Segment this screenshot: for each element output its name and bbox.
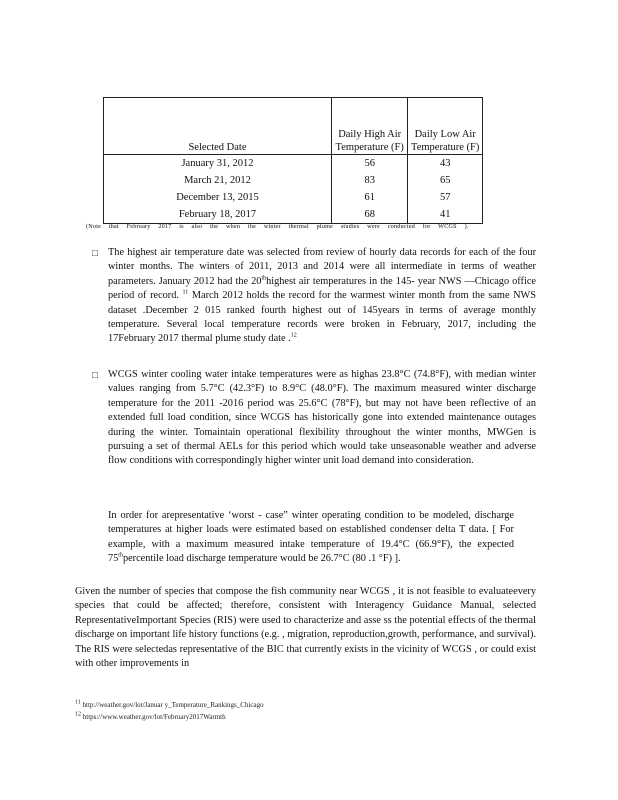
cell-date: January 31, 2012 bbox=[104, 155, 332, 173]
cell-low: 41 bbox=[408, 206, 483, 224]
cell-high: 68 bbox=[331, 206, 407, 224]
col-header-low: Daily Low Air Temperature (F) bbox=[408, 98, 483, 155]
cell-low: 43 bbox=[408, 155, 483, 173]
bullet-icon: □ bbox=[92, 248, 99, 259]
col-header-date: Selected Date bbox=[104, 98, 332, 155]
cell-low: 65 bbox=[408, 172, 483, 189]
table-row bbox=[104, 206, 483, 224]
cell-high: 61 bbox=[331, 189, 407, 206]
table-header-row bbox=[104, 98, 483, 155]
bullet-paragraph-intake-temperatures: WCGS winter cooling water intake temperatures were as highas 23.8°C (74.8°F), with median winter values ranging from 5.7°C (42.3°F) to 8.9°C (48.0°F). The maximum measured winter discharge temperature for the 2011 -2016 period was 25.6°C (78°F), but may not have been reflective of an extended full load condition, since WCGS has historically gone into extended maintenance outages during the winter. Tomaintain operational flexibility throughout the winter months, MWGen is pursuing a set of thermal AELs for this period which would take unseasonable weather and adverse flow conditions with correspondingly higher winter unit load demand into consideration. bbox=[108, 369, 536, 467]
footnote-12: $^{12}$ https://www.weather.gov/lot/February2017Warmth bbox=[75, 711, 226, 721]
table-row bbox=[104, 172, 483, 189]
cell-date: February 18, 2017 bbox=[104, 206, 332, 224]
footnote-11: $^{11}$ http://weather.gov/lot/Januar y_Temperature_Rankings_Chicago bbox=[75, 699, 264, 709]
cell-low: 57 bbox=[408, 189, 483, 206]
footnote-link[interactable]: https://www.weather.gov/lot/February2017Warmth bbox=[82, 713, 226, 721]
bullet-icon: □ bbox=[92, 370, 99, 381]
col-header-high: Daily High Air Temperature (F) bbox=[331, 98, 407, 155]
cell-high: 83 bbox=[331, 172, 407, 189]
table-row bbox=[104, 155, 483, 173]
indented-paragraph-worst-case: In order for arepresentative ‘worst - case” winter operating condition to be modeled, discharge temperatures at higher loads were estimated based on established condenser delta T data. [ For example, with a maximum measured intake temperature of 19.4°C (66.9°F), the expected 75thpercentile load discharge temperature would be 26.7°C (80 .1 °F) ]. bbox=[108, 510, 514, 565]
temperature-table bbox=[103, 97, 483, 224]
bullet-paragraph-air-temperature: The highest air temperature date was selected from review of hourly data records for each of the four winter months. The winters of 2011, 2013 and 2014 were all intermediate in terms of weather parameters. January 2012 had the 20thhighest air temperatures in the 145- year NWS —Chicago office period of record. $^{11}$ March 2012 holds the record for the warmest winter month from the same NWS dataset .December 2 015 ranked fourth highest out of 145years in terms of average monthly temperature. Several local temperature records were broken in February, 2017, including the 17February 2017 thermal plume study date .$^{12}$ bbox=[108, 247, 536, 345]
cell-high: 56 bbox=[331, 155, 407, 173]
main-paragraph-species: Given the number of species that compose the fish community near WCGS , it is not feasible to evaluateevery species that could be affected; therefore, consistent with Interagency Guidance Manual, selected RepresentativeImportant Species (RIS) were used to characterize and asse ss the potential effects of the thermal discharge on important life history functions (e.g. , migration, reproduction,growth, performance, and survival). The RIS were selectedas representative of the BIC that currently exists in the vicinity of WCGS , or could exist with other improvements in bbox=[75, 586, 536, 670]
table-note: (Note that February 2017 is also the when the winter thermal plume studies were conducted for WCGS ). bbox=[86, 223, 469, 230]
table-row bbox=[104, 189, 483, 206]
footnote-link[interactable]: http://weather.gov/lot/Januar y_Temperature_Rankings_Chicago bbox=[82, 701, 264, 709]
cell-date: March 21, 2012 bbox=[104, 172, 332, 189]
cell-date: December 13, 2015 bbox=[104, 189, 332, 206]
